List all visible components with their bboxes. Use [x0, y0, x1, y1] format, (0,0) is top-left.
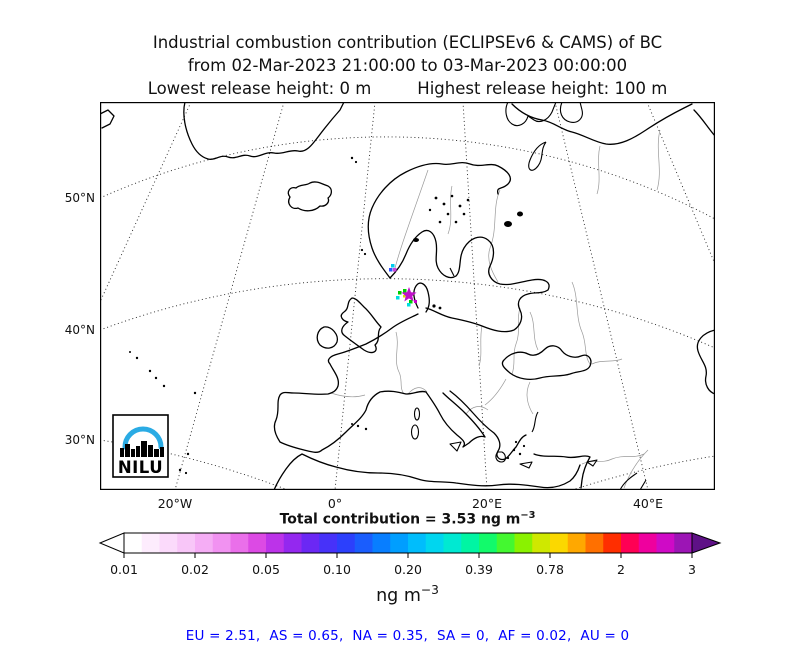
nilu-logo — [113, 415, 168, 477]
lon-label-0: 0° — [327, 496, 343, 511]
highest-release-height: Highest release height: 100 m — [417, 79, 668, 98]
colorbar — [98, 530, 722, 560]
cb-tick-7: 2 — [617, 562, 625, 577]
cb-tick-2: 0.05 — [252, 562, 280, 577]
cb-tick-3: 0.10 — [323, 562, 351, 577]
colorbar-units-label: ng $m^{-3}$ — [376, 583, 439, 606]
plot-subtitle-period: from 02-Mar-2023 21:00:00 to 03-Mar-2023 00:00:00 — [187, 56, 628, 75]
region-contributions: EU = 2.51, AS = 0.65, NA = 0.35, SA = 0, AF = 0.02, AU = 0 — [185, 628, 630, 644]
europe-map — [100, 102, 715, 490]
lon-label-40e: 40°E — [632, 496, 664, 511]
lon-label-20e: 20°E — [471, 496, 503, 511]
lat-label-50n: 50°N — [64, 191, 95, 205]
cb-tick-1: 0.02 — [181, 562, 209, 577]
release-height-line — [15, 79, 800, 98]
colorbar-over-arrow — [692, 533, 720, 553]
colorbar-under-arrow — [100, 533, 124, 553]
cb-tick-8: 3 — [688, 562, 696, 577]
lat-label-30n: 30°N — [64, 433, 95, 447]
lon-label-20w: 20°W — [157, 496, 193, 511]
nilu-logo-text: NILU — [117, 458, 164, 477]
total-contribution-label: Total contribution = 3.53 ng $m^{-3}$ — [279, 510, 536, 528]
cb-tick-4: 0.20 — [394, 562, 422, 577]
plot-title: Industrial combustion contribution (ECLIPSEv6 & CAMS) of BC — [152, 33, 663, 52]
cb-tick-0: 0.01 — [110, 562, 138, 577]
lowest-release-height: Lowest release height: 0 m — [147, 79, 372, 98]
lakes — [413, 195, 523, 242]
colorbar-ticks — [124, 553, 692, 558]
lat-label-40n: 40°N — [64, 323, 95, 337]
cb-tick-6: 0.78 — [536, 562, 564, 577]
colorbar-segments — [124, 533, 692, 553]
cb-tick-5: 0.39 — [465, 562, 493, 577]
